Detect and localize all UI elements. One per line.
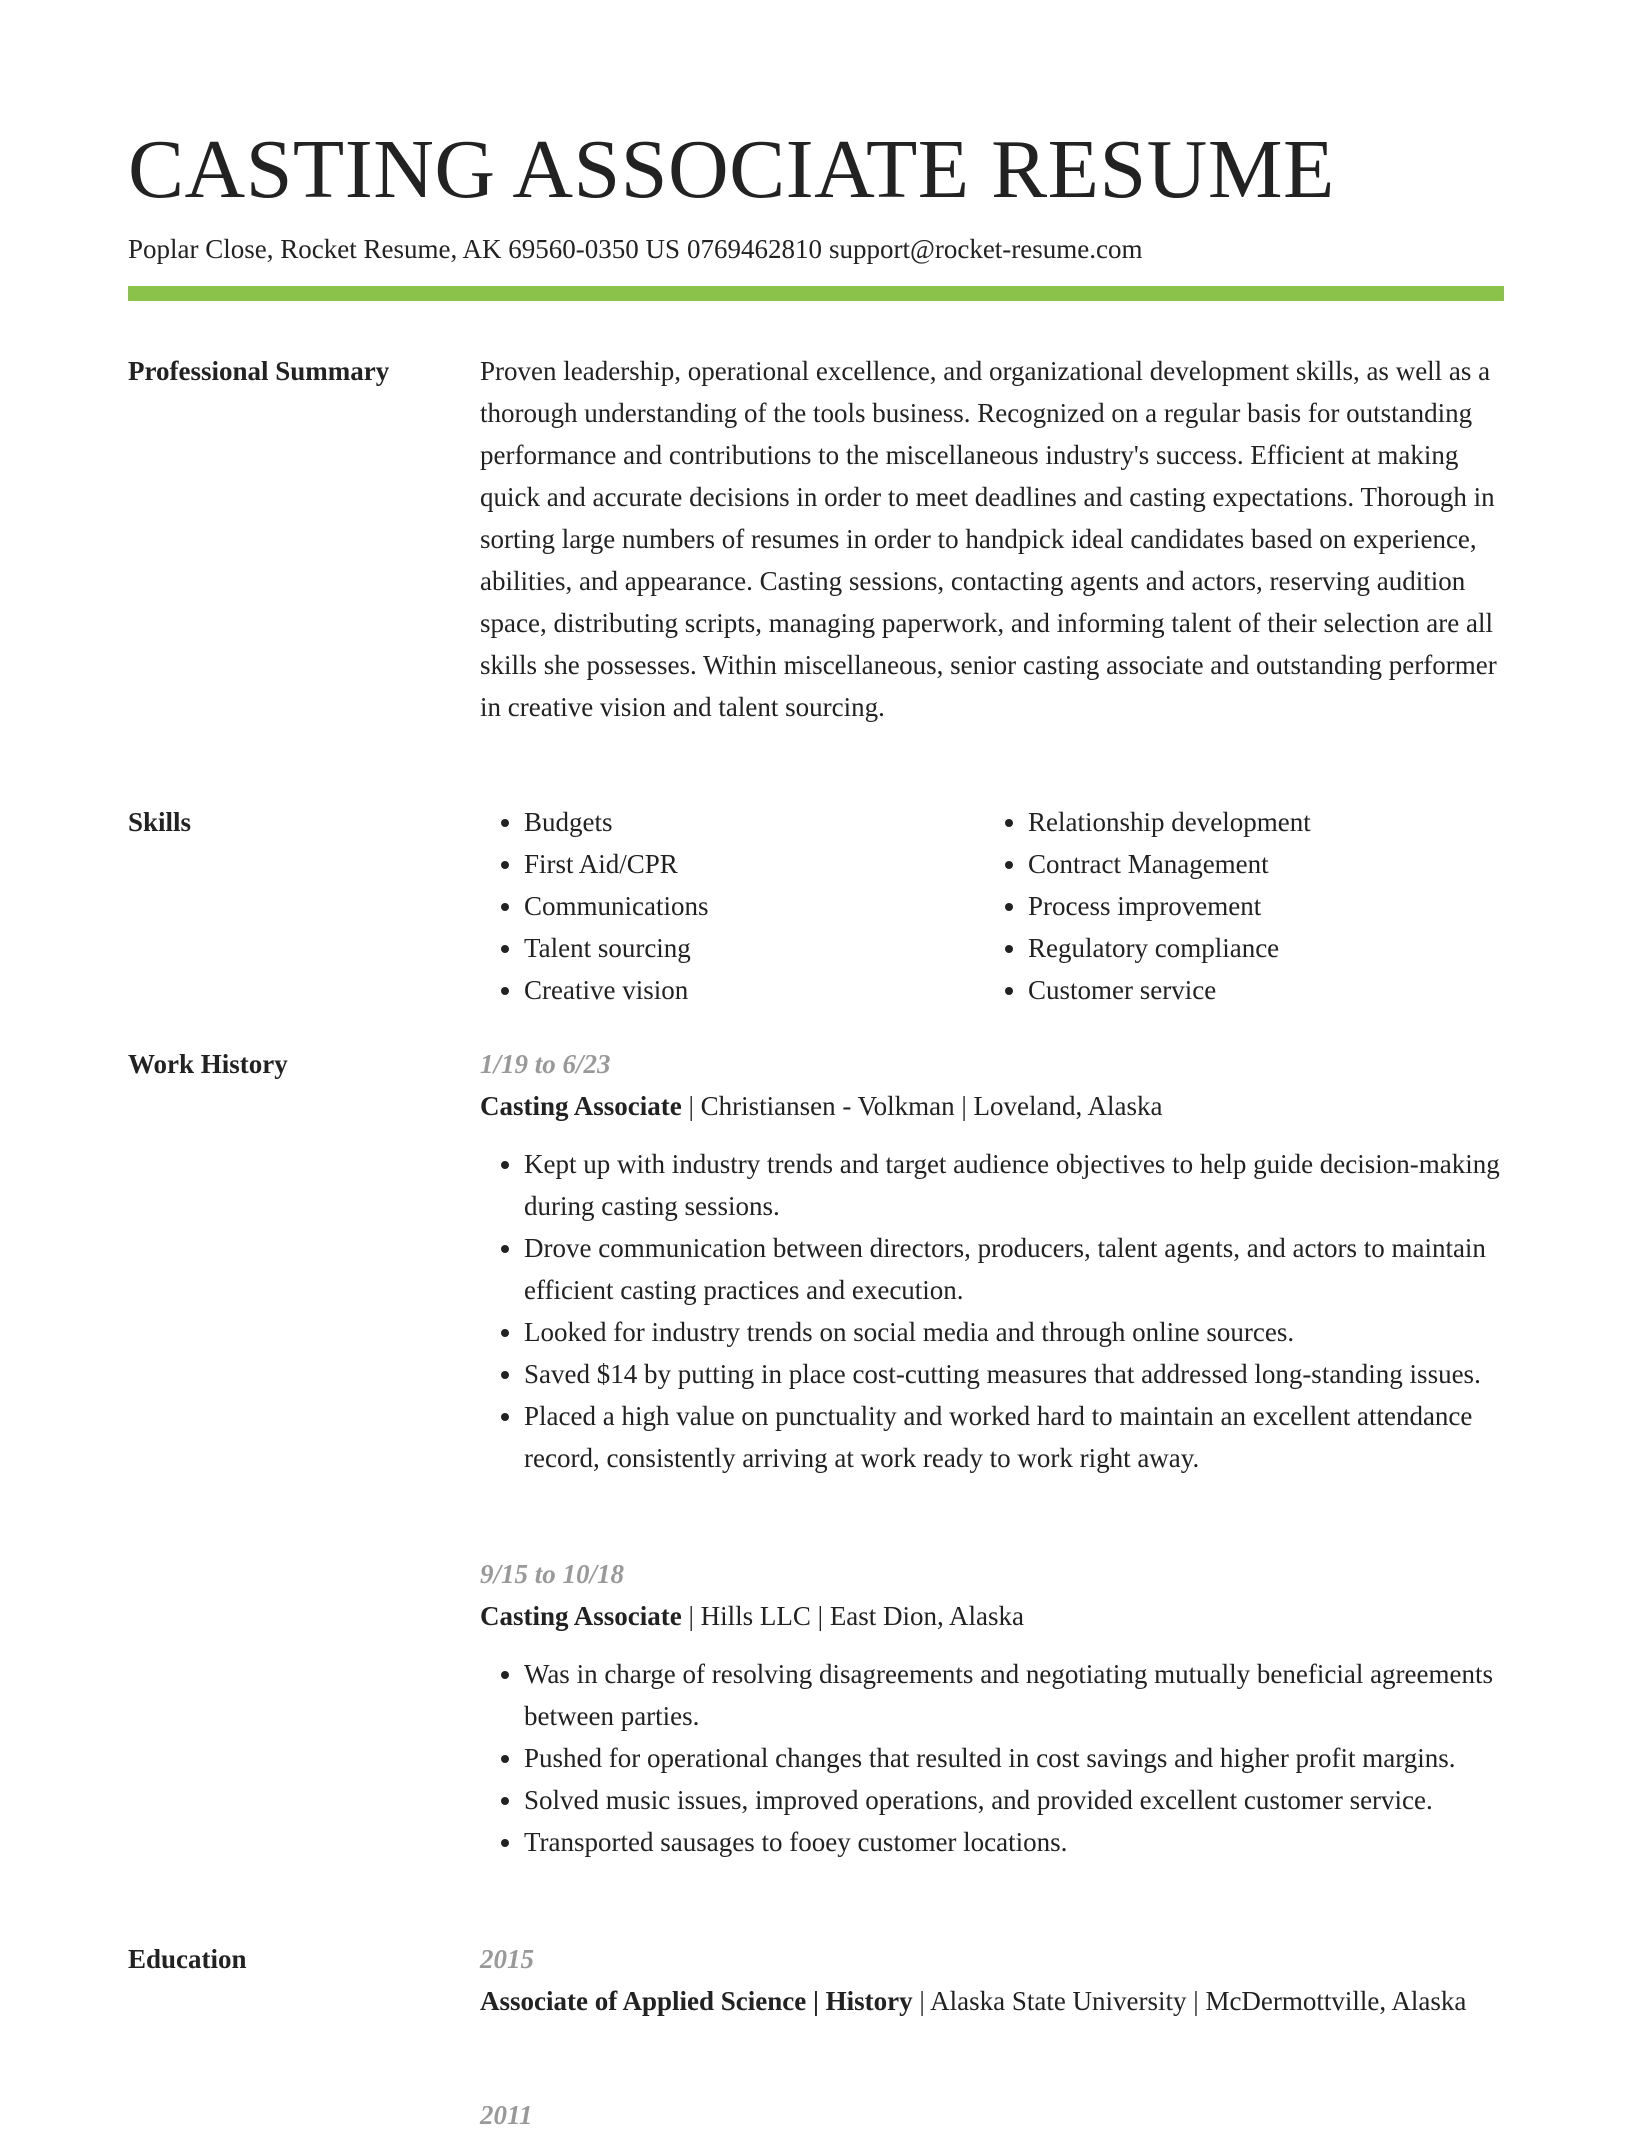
skill-item: • Budgets	[524, 801, 984, 843]
job-bullet: • Saved $14 by putting in place cost-cutting measures that addressed long-standing issues.	[524, 1353, 1504, 1395]
contact-phone: 0769462810	[686, 234, 822, 264]
header-divider	[128, 286, 1504, 301]
job-bullets	[480, 1143, 1504, 1479]
job-bullet: • Pushed for operational changes that resulted in cost savings and higher profit margins.	[524, 1737, 1504, 1779]
work-history-heading: Work History	[128, 1049, 288, 1079]
skill-item: • Regulatory compliance	[1028, 927, 1488, 969]
skills-heading: Skills	[128, 807, 192, 837]
skill-item: • Relationship development	[1028, 801, 1488, 843]
job-bullet: • Looked for industry trends on social media and through online sources.	[524, 1311, 1504, 1353]
job-bullets	[480, 1653, 1504, 1863]
education-heading: Education	[128, 1944, 247, 1974]
skill-item: • Talent sourcing	[524, 927, 984, 969]
job-bullet: • Kept up with industry trends and target audience objectives to help guide decision-making during casting sessions.	[524, 1143, 1504, 1227]
education-year: 2011	[480, 2100, 533, 2130]
education-degree: Associate of Applied Science | History	[480, 1986, 913, 2016]
job-bullet: • Transported sausages to fooey customer locations.	[524, 1821, 1504, 1863]
summary-text: Proven leadership, operational excellence, and organizational development skills, as well as a thorough understanding of the tools business. Recognized on a regular basis for outstanding performance and contributions to the miscellaneous industry's success. Efficient at making quick and accurate decisions in order to meet deadlines and casting expectations. Thorough in sorting large numbers of resumes in order to handpick ideal candidates based on experience, abilities, and appearance. Casting sessions, contacting agents and actors, reserving audition space, distributing scripts, managing paperwork, and informing talent of their selection are all skills she possesses. Within miscellaneous, senior casting associate and outstanding performer in creative vision and talent sourcing.	[480, 356, 1497, 722]
education-year: 2015	[480, 1944, 534, 1974]
summary-heading: Professional Summary	[128, 356, 390, 386]
job-details: | Hills LLC | East Dion, Alaska	[681, 1601, 1025, 1631]
skills-list-left	[480, 801, 984, 1011]
education-entry	[480, 2094, 1504, 2136]
job-bullet: • Drove communication between directors, producers, talent agents, and actors to maintain efficient casting practices and execution.	[524, 1227, 1504, 1311]
contact-address: Poplar Close, Rocket Resume, AK 69560-0350 US	[128, 234, 680, 264]
job-dates: 1/19 to 6/23	[480, 1049, 611, 1079]
skills-columns	[480, 801, 1504, 1011]
summary-body	[480, 350, 1504, 728]
skills-body	[480, 801, 1504, 1011]
skill-item: • Contract Management	[1028, 843, 1488, 885]
skill-item: • Customer service	[1028, 969, 1488, 1011]
job-bullet: • Solved music issues, improved operations, and provided excellent customer service.	[524, 1779, 1504, 1821]
job-details: | Christiansen - Volkman | Loveland, Alaska	[681, 1091, 1163, 1121]
skill-item: • Communications	[524, 885, 984, 927]
skill-item: • Creative vision	[524, 969, 984, 1011]
job-position: Casting Associate	[480, 1601, 682, 1631]
education-entry	[480, 1938, 1504, 2022]
resume-title: CASTING ASSOCIATE RESUME	[128, 123, 1335, 216]
skills-list-right	[984, 801, 1488, 1011]
contact-line	[128, 231, 1143, 267]
job-position: Casting Associate	[480, 1091, 682, 1121]
job-title-line	[480, 1595, 1504, 1637]
skill-item: • Process improvement	[1028, 885, 1488, 927]
job-entry	[480, 1043, 1504, 1479]
job-entry	[480, 1553, 1504, 1863]
job-title-line	[480, 1085, 1504, 1127]
job-bullet: • Placed a high value on punctuality and worked hard to maintain an excellent attendance record, consistently arriving at work ready to work right away.	[524, 1395, 1504, 1479]
skill-item: • First Aid/CPR	[524, 843, 984, 885]
education-details: | Alaska State University | McDermottville, Alaska	[912, 1986, 1467, 2016]
education-degree-line	[480, 1980, 1504, 2022]
job-dates: 9/15 to 10/18	[480, 1559, 625, 1589]
job-bullet: • Was in charge of resolving disagreements and negotiating mutually beneficial agreements between parties.	[524, 1653, 1504, 1737]
contact-email: support@rocket-resume.com	[828, 234, 1143, 264]
